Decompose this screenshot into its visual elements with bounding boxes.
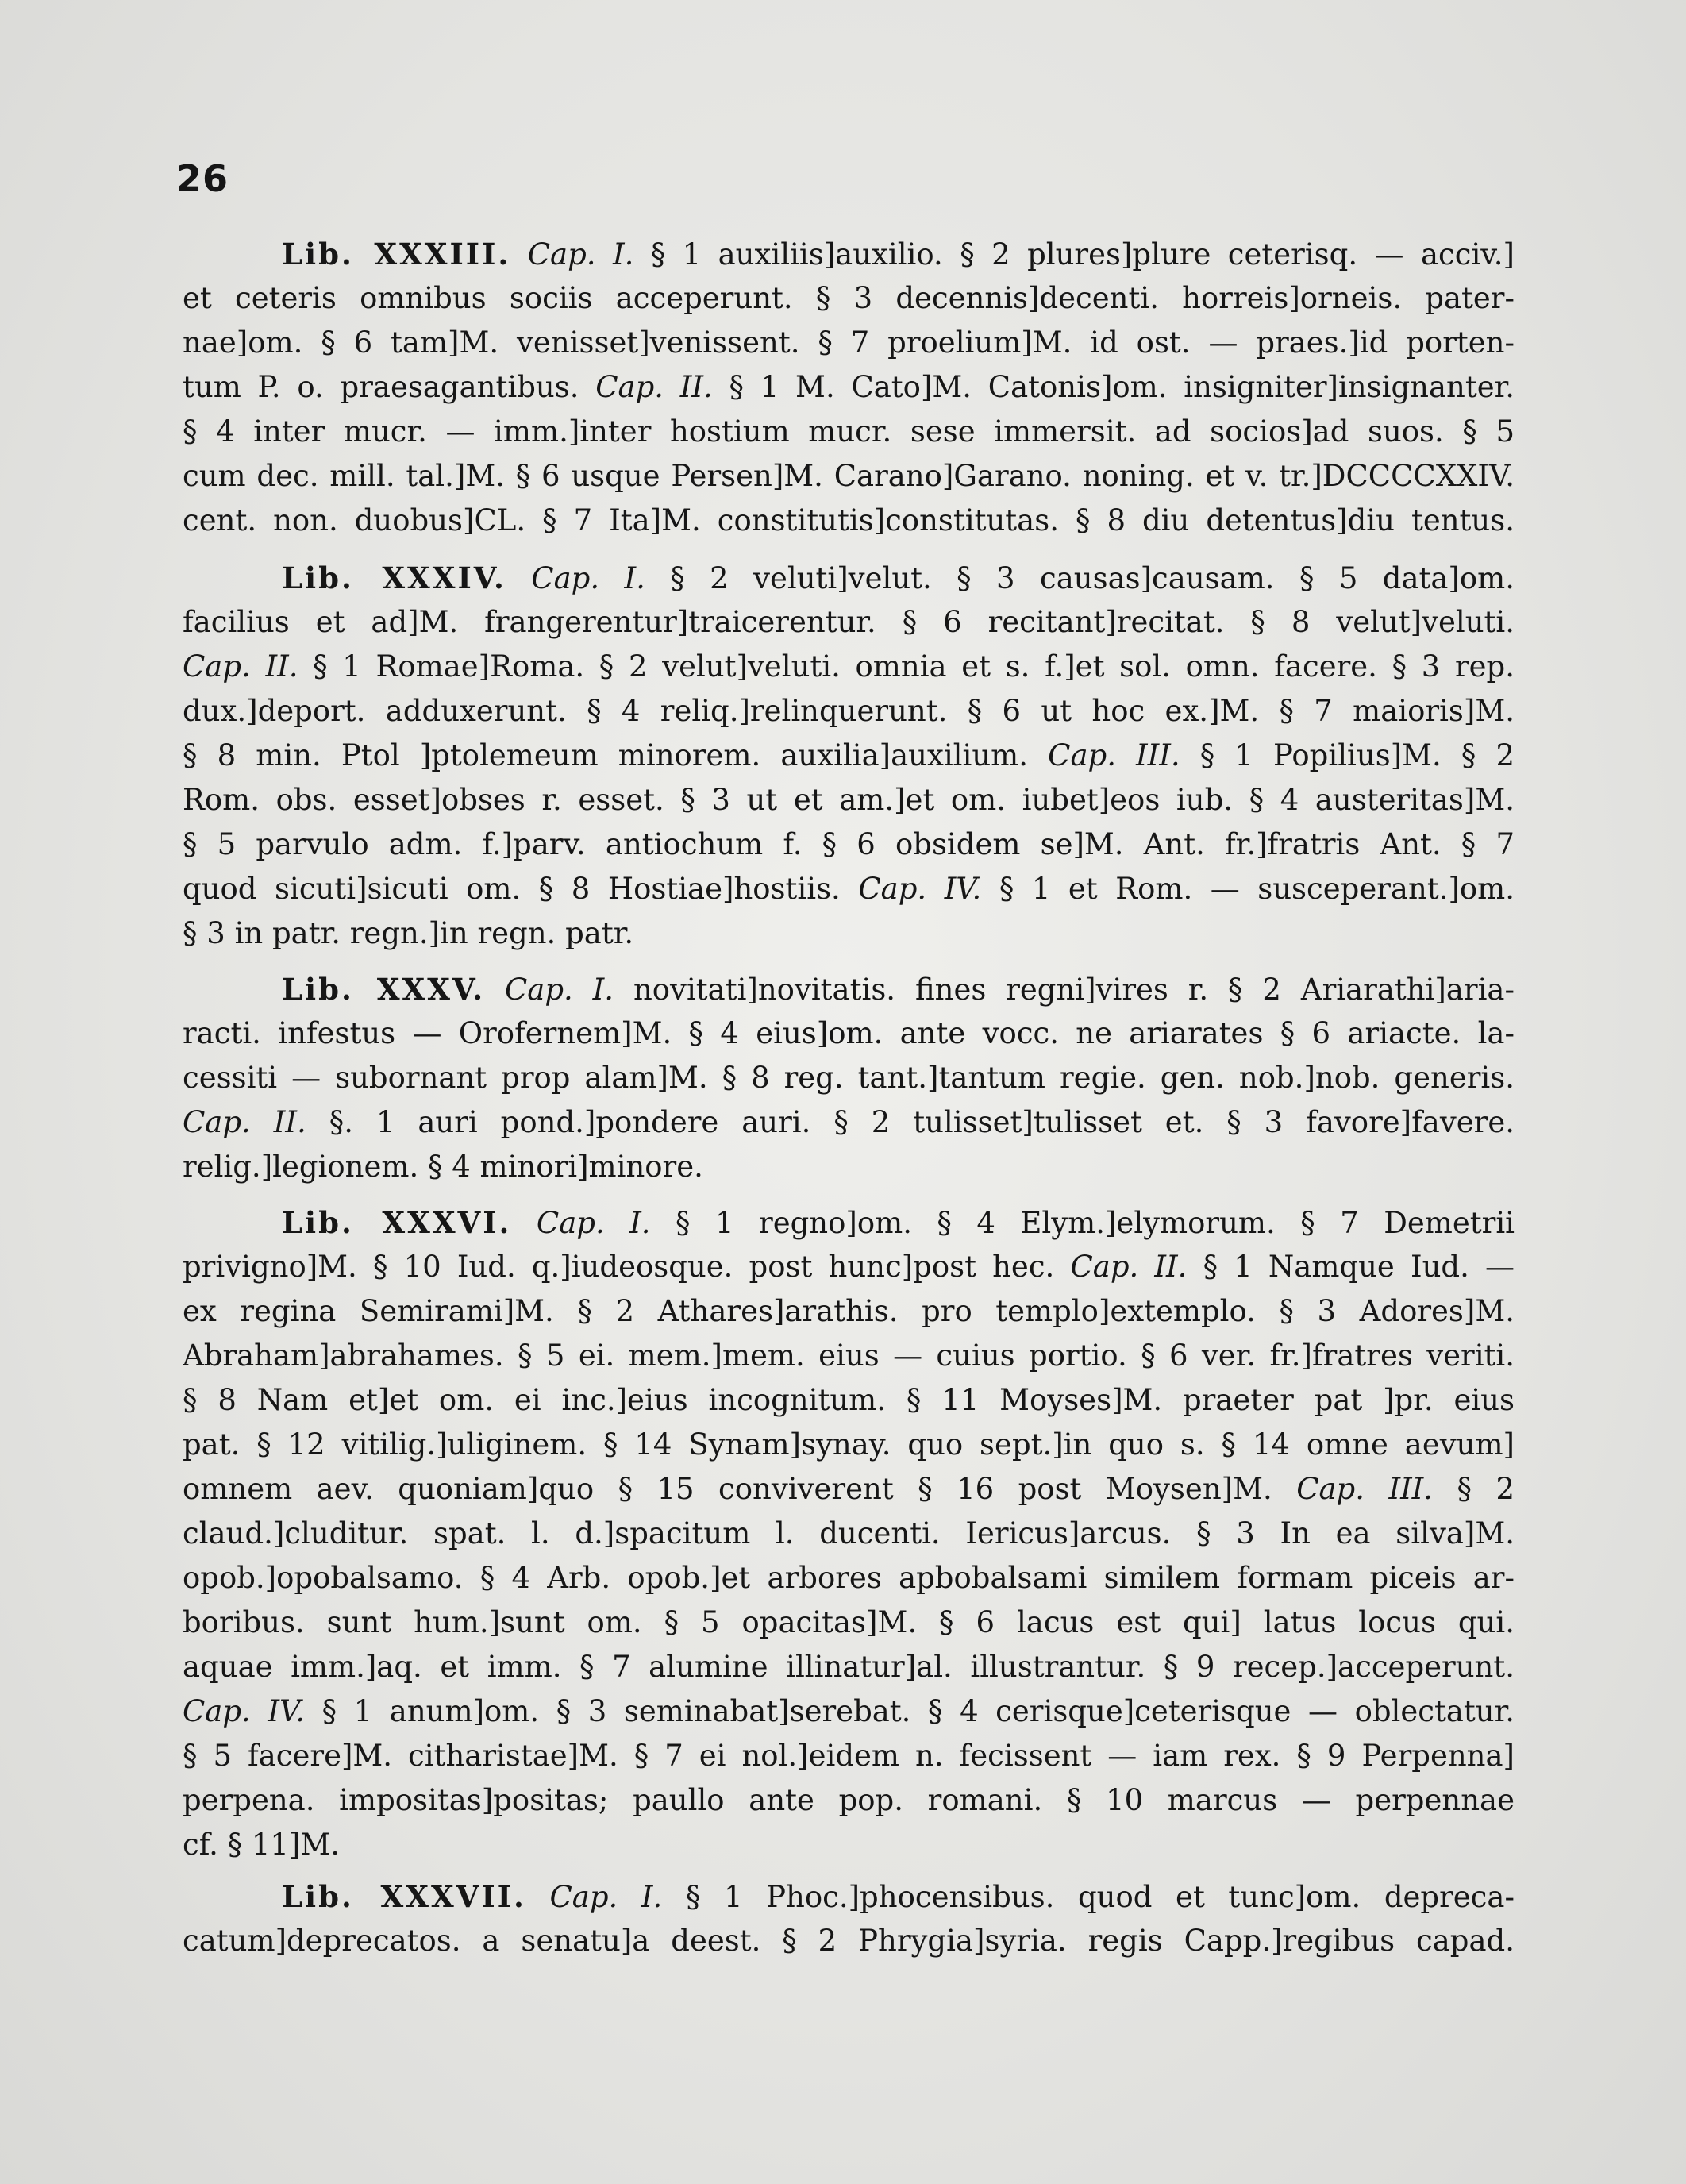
lib-heading: Lib. XXXV. (282, 972, 486, 1007)
text-line: Abraham]abrahames. § 5 ei. mem.]mem. eius — cuius portio. § 6 ver. fr.]fratres veriti. (183, 1339, 1515, 1373)
text-line (183, 232, 1515, 276)
cap-label: Cap. II. (183, 1105, 306, 1139)
text-line: § 3 in patr. regn.]in regn. patr. (183, 916, 634, 950)
text-line: § 5 parvulo adm. f.]parv. antiochum f. § 6 obsidem se]M. Ant. fr.]fratris Ant. § 7 (183, 827, 1515, 861)
text-line (183, 1100, 1515, 1145)
text-line (183, 1200, 1515, 1245)
text-line (183, 1874, 1515, 1919)
line-text: § 8 min. Ptol ]ptolemeum minorem. auxilia]auxilium. (183, 738, 1029, 772)
text-line (183, 1467, 1515, 1512)
line-text: novitati]novitatis. fines regni]vires r. § 2 Ariarathi]aria- (633, 973, 1515, 1007)
text-line: aquae imm.]aq. et imm. § 7 alumine illinatur]al. illustrantur. § 9 recep.]acceperunt. (183, 1650, 1515, 1684)
line-text: omnem aev. quoniam]quo § 15 conviverent § 16 post Moysen]M. (183, 1472, 1272, 1506)
line-text: § 1 auxiliis]auxilio. § 2 plures]plure ceterisq. — acciv.] (650, 237, 1515, 272)
line-text: § 1 M. Cato]M. Catonis]om. insigniter]insignanter. (729, 370, 1515, 404)
line-text: § 1 Namque Iud. — (1203, 1250, 1515, 1284)
text-line (183, 556, 1515, 600)
text-line: boribus. sunt hum.]sunt om. § 5 opacitas]M. § 6 lacus est qui] latus locus qui. (183, 1605, 1515, 1639)
text-line: Rom. obs. esset]obses r. esset. § 3 ut et am.]et om. iubet]eos iub. § 4 austeritas]M. (183, 783, 1515, 817)
text-line (183, 967, 1515, 1011)
cap-label: Cap. II. (183, 649, 298, 684)
line-text: quod sicuti]sicuti om. § 8 Hostiae]hostiis. (183, 872, 841, 906)
lib-heading: Lib. XXXIII. (282, 237, 511, 272)
line-text: § 2 (1457, 1472, 1515, 1506)
text-line: cf. § 11]M. (183, 1828, 341, 1862)
cap-label: Cap. III. (1048, 738, 1180, 772)
text-line: catum]deprecatos. a senatu]a deest. § 2 Phrygia]syria. regis Capp.]regibus capad. (183, 1924, 1515, 1958)
text-line (183, 1689, 1515, 1734)
lib-heading: Lib. XXXIV. (282, 560, 506, 595)
section-lib-xxxvi (183, 1200, 1515, 1867)
text-line: claud.]cluditur. spat. l. d.]spacitum l. ducenti. Iericus]arcus. § 3 In ea silva]M. (183, 1516, 1515, 1550)
line-text: privigno]M. § 10 Iud. q.]iudeosque. post hunc]post hec. (183, 1250, 1055, 1284)
section-lib-xxxv (183, 967, 1515, 1189)
text-line: racti. infestus — Orofernem]M. § 4 eius]om. ante vocc. ne ariarates § 6 ariacte. la- (183, 1016, 1515, 1050)
cap-label: Cap. III. (1296, 1472, 1434, 1506)
text-line: cessiti — subornant prop alam]M. § 8 reg. tant.]tantum regie. gen. nob.]nob. generis. (183, 1061, 1515, 1095)
line-text: § 1 et Rom. — susceperant.]om. (999, 872, 1515, 906)
line-text: tum P. o. praesagantibus. (183, 370, 579, 404)
cap-label: Cap. IV. (858, 872, 982, 906)
cap-label: Cap. I. (527, 237, 634, 272)
cap-label: Cap. I. (531, 561, 645, 595)
lib-heading: Lib. XXXVI. (282, 1205, 512, 1240)
text-line: ex regina Semirami]M. § 2 Athares]arathis. pro templo]extemplo. § 3 Adores]M. (183, 1294, 1515, 1328)
section-lib-xxxiv (183, 556, 1515, 956)
line-text: § 1 Popilius]M. § 2 (1199, 738, 1515, 772)
line-text: § 2 veluti]velut. § 3 causas]causam. § 5 data]om. (670, 561, 1515, 595)
lib-heading: Lib. XXXVII. (282, 1879, 526, 1914)
text-line (183, 1245, 1515, 1289)
page-number: 26 (176, 157, 229, 200)
text-line: pat. § 12 vitilig.]uliginem. § 14 Synam]synay. quo sept.]in quo s. § 14 omne aevum] (183, 1427, 1515, 1462)
text-line (183, 734, 1515, 778)
cap-label: Cap. II. (1070, 1250, 1188, 1284)
cap-label: Cap. I. (549, 1880, 663, 1914)
text-line (183, 365, 1515, 410)
line-text: § 1 Romae]Roma. § 2 velut]veluti. omnia et s. f.]et sol. omn. facere. § 3 rep. (313, 649, 1515, 684)
cap-label: Cap. I. (536, 1206, 651, 1240)
text-line: facilius et ad]M. frangerentur]traicerentur. § 6 recitant]recitat. § 8 velut]veluti. (183, 605, 1515, 639)
text-line: cent. non. duobus]CL. § 7 Ita]M. constitutis]constitutas. § 8 diu detentus]diu tentus. (183, 503, 1515, 537)
text-line (183, 867, 1515, 911)
section-lib-xxxiii (183, 232, 1515, 543)
text-line (183, 645, 1515, 689)
cap-label: Cap. II. (595, 370, 713, 404)
line-text: § 1 Phoc.]phocensibus. quod et tunc]om. depreca- (685, 1880, 1515, 1914)
text-line: § 8 Nam et]et om. ei inc.]eius incognitum. § 11 Moyses]M. praeter pat ]pr. eius (183, 1383, 1515, 1417)
line-text: §. 1 auri pond.]pondere auri. § 2 tulisset]tulisset et. § 3 favore]favere. (329, 1105, 1515, 1139)
text-line: dux.]deport. adduxerunt. § 4 reliq.]relinquerunt. § 6 ut hoc ex.]M. § 7 maioris]M. (183, 694, 1515, 728)
cap-label: Cap. IV. (183, 1694, 306, 1728)
text-line: nae]om. § 6 tam]M. venisset]venissent. § 7 proelium]M. id ost. — praes.]id porten- (183, 325, 1515, 360)
cap-label: Cap. I. (504, 973, 614, 1007)
text-line: cum dec. mill. tal.]M. § 6 usque Persen]M. Carano]Garano. noning. et v. tr.]DCCCCXXIV. (183, 459, 1515, 493)
section-lib-xxxvii (183, 1874, 1515, 1963)
text-line: § 5 facere]M. citharistae]M. § 7 ei nol.]eidem n. fecissent — iam rex. § 9 Perpenna] (183, 1739, 1515, 1773)
text-line: et ceteris omnibus sociis acceperunt. § 3 decennis]decenti. horreis]orneis. pater- (183, 281, 1515, 315)
text-line: perpena. impositas]positas; paullo ante pop. romani. § 10 marcus — perpennae (183, 1783, 1515, 1817)
text-line: opob.]opobalsamo. § 4 Arb. opob.]et arbores apbobalsami similem formam piceis ar- (183, 1561, 1515, 1595)
text-line: § 4 inter mucr. — imm.]inter hostium mucr. sese immersit. ad socios]ad suos. § 5 (183, 414, 1515, 449)
line-text: § 1 regno]om. § 4 Elym.]elymorum. § 7 Demetrii (676, 1206, 1515, 1240)
text-line: relig.]legionem. § 4 minori]minore. (183, 1150, 703, 1184)
line-text: § 1 anum]om. § 3 seminabat]serebat. § 4 cerisque]ceterisque — oblectatur. (321, 1694, 1515, 1728)
